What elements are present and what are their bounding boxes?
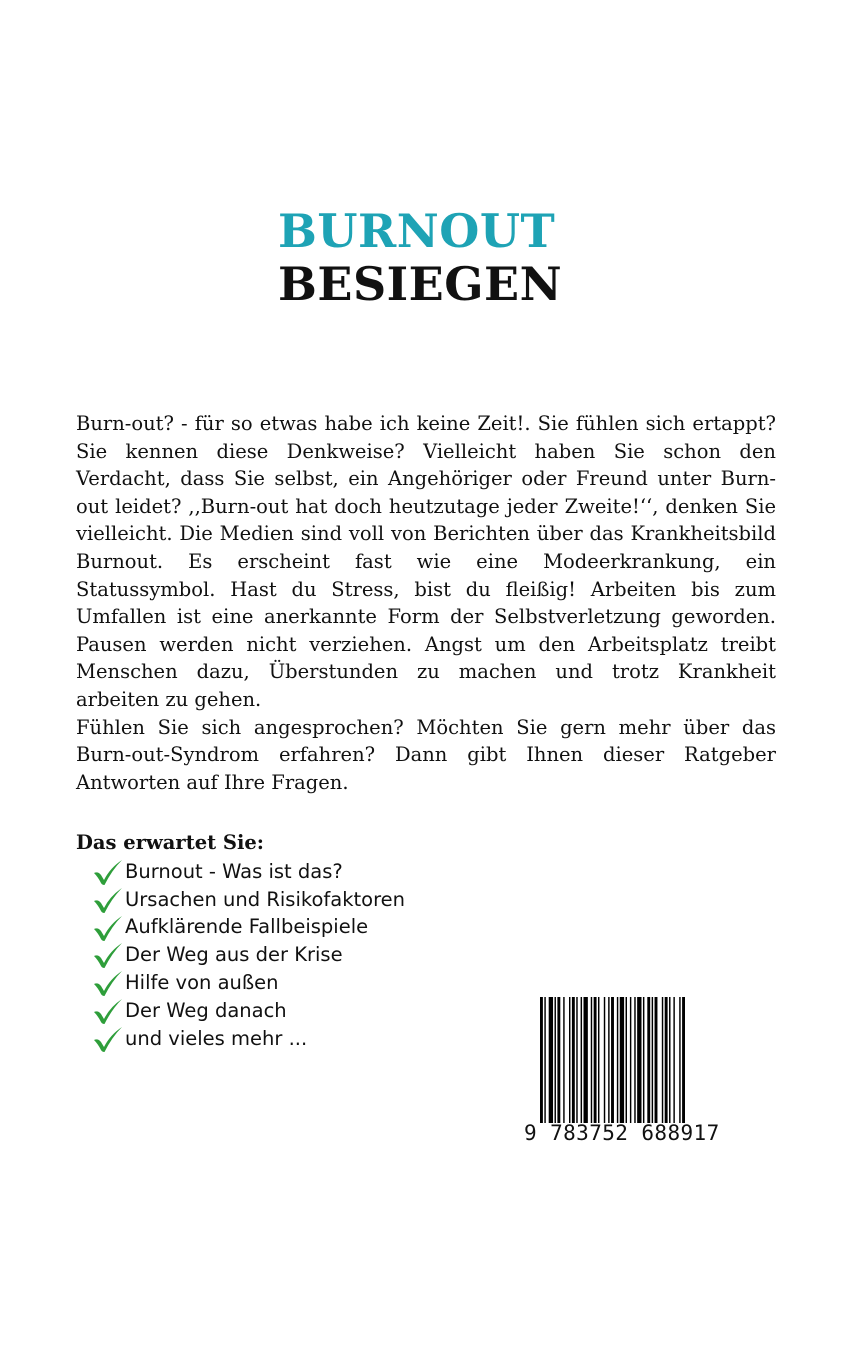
- blurb-paragraph-1: Burn-out? - für so etwas habe ich keine Zeit!. Sie fühlen sich ertappt? Sie kennen diese Denkweise? Vielleicht haben Sie schon den Verdacht, dass Sie selbst, ein Angehöriger oder Freund unter Burn-out leidet? ,,Burn-out hat doch heutzutage jeder Zweite!‘‘, denken Sie vielleicht. Die Medien sind voll von Berichten über das Krankheitsbild Burnout. Es erscheint fast wie eine Modeerkrankung, ein Statussymbol. Hast du Stress, bist du fleißig! Arbeiten bis zum Umfallen ist eine anerkannte Form der Selbstverletzung geworden. Pausen werden nicht verziehen. Angst um den Arbeitsplatz treibt Menschen dazu, Überstunden zu machen und trotz Krankheit arbeiten zu gehen.: [76, 412, 776, 711]
- barcode-bar: [682, 997, 685, 1123]
- barcode-bar: [611, 997, 614, 1123]
- list-item-label: Burnout - Was ist das?: [125, 859, 343, 883]
- barcode-bar: [617, 997, 618, 1123]
- title-line-besiegen: BESIEGEN: [278, 257, 563, 311]
- list-item: [92, 886, 405, 914]
- barcode-bar: [630, 997, 631, 1123]
- list-item-label: und vieles mehr ...: [125, 1026, 308, 1050]
- barcode-bar: [665, 997, 668, 1123]
- barcode-bar: [544, 997, 545, 1123]
- feature-list: [92, 858, 405, 1053]
- check-icon: [92, 886, 124, 914]
- barcode-bar: [549, 997, 553, 1123]
- check-icon: [92, 858, 124, 886]
- list-item: [92, 1025, 405, 1053]
- blurb-paragraph-2: Fühlen Sie sich angesprochen? Möchten Sie gern mehr über das Burn-out-Syndrom erfahren? Dann gibt Ihnen dieser Ratgeber Antworten auf Ihre Fragen.: [76, 715, 776, 794]
- barcode-bar: [643, 997, 644, 1123]
- barcode-bar: [669, 997, 670, 1123]
- barcode-bar: [598, 997, 599, 1123]
- barcode-bar: [591, 997, 592, 1123]
- barcode-bar: [555, 997, 556, 1123]
- barcode-bar: [673, 997, 674, 1123]
- barcode-bar: [581, 997, 582, 1123]
- barcode-bar: [662, 997, 663, 1123]
- list-item: [92, 997, 405, 1025]
- barcode-bar: [620, 997, 624, 1123]
- barcode-bars: [540, 997, 720, 1123]
- barcode-bar: [540, 997, 543, 1123]
- list-item-label: Der Weg aus der Krise: [125, 943, 343, 967]
- barcode-bar: [604, 997, 605, 1123]
- barcode-bar: [584, 997, 588, 1123]
- check-icon: [92, 914, 124, 942]
- barcode-bar: [634, 997, 635, 1123]
- check-icon: [92, 997, 124, 1025]
- barcode-bar: [679, 997, 680, 1123]
- barcode-bar: [576, 997, 577, 1123]
- barcode-bar: [647, 997, 650, 1123]
- check-icon: [92, 1025, 124, 1053]
- list-item: [92, 914, 405, 942]
- barcode-bar: [608, 997, 609, 1123]
- barcode-bar: [572, 997, 575, 1123]
- blurb-text: [76, 410, 776, 796]
- list-item: [92, 858, 405, 886]
- title-line-burnout: BURNOUT: [278, 204, 556, 258]
- barcode-bar: [637, 997, 641, 1123]
- book-title: [278, 205, 578, 311]
- barcode-bar: [594, 997, 597, 1123]
- list-item-label: Der Weg danach: [125, 998, 287, 1022]
- list-item-label: Aufklärende Fallbeispiele: [125, 915, 369, 939]
- isbn-number: 9 783752 688917: [524, 1121, 720, 1145]
- barcode-bar: [563, 997, 564, 1123]
- feature-list-heading: Das erwartet Sie:: [76, 831, 264, 854]
- list-item: [92, 969, 405, 997]
- list-item-label: Ursachen und Risikofaktoren: [125, 887, 406, 911]
- barcode-bar: [626, 997, 627, 1123]
- isbn-barcode: [524, 997, 720, 1147]
- barcode-bar: [557, 997, 560, 1123]
- check-icon: [92, 969, 124, 997]
- barcode-bar: [569, 997, 570, 1123]
- barcode-bar: [655, 997, 658, 1123]
- list-item: [92, 941, 405, 969]
- check-icon: [92, 941, 124, 969]
- list-item-label: Hilfe von außen: [125, 971, 279, 995]
- barcode-bar: [652, 997, 653, 1123]
